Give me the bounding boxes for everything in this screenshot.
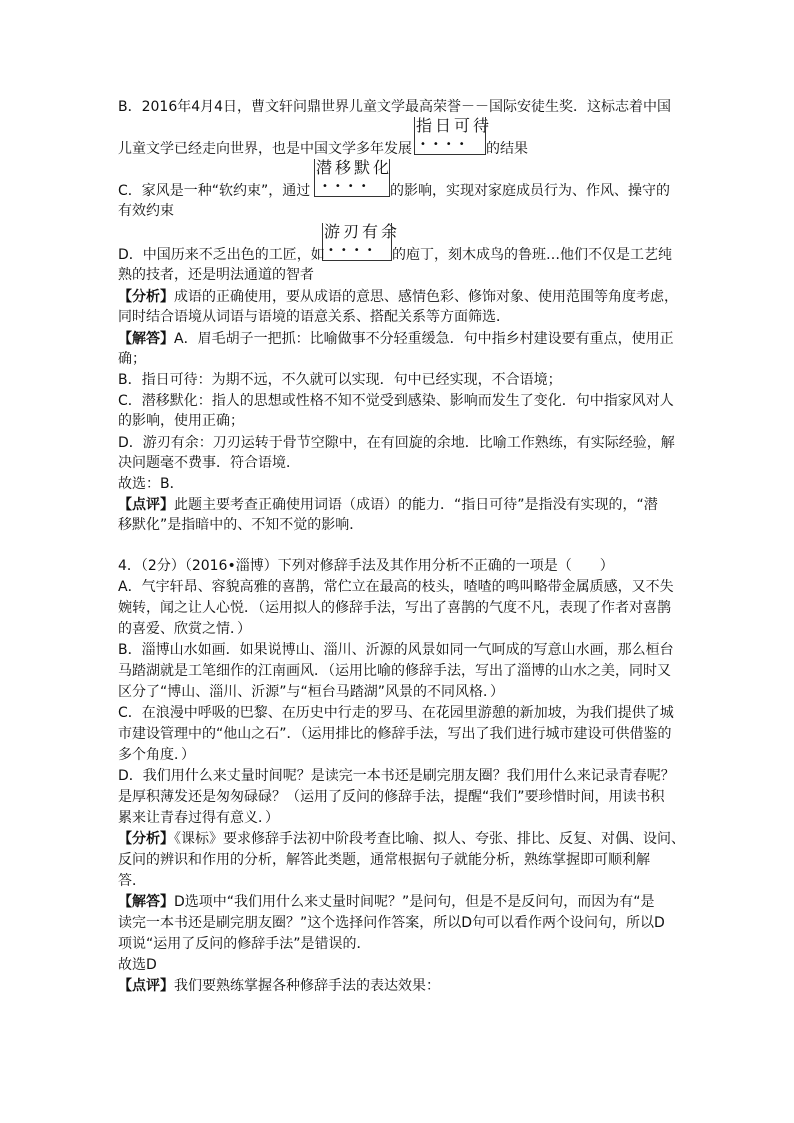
answer-label: 【解答】 (118, 331, 174, 347)
option-b-line-1: B．2016年4月4日，曹文轩问鼎世界儿童文学最高荣誉－－国际安徒生奖．这标志着中国 (118, 99, 672, 115)
choice2-line: 故选D (118, 957, 157, 973)
answer2-label: 【解答】 (118, 894, 174, 910)
answer-d-2: 决问题毫不费事．符合语境． (118, 455, 300, 471)
answer-text-1: A．眉毛胡子一把抓：比喻做事不分轻重缓急．句中指乡村建设要有重点，使用正 (174, 331, 674, 347)
answer2-line-1 (118, 892, 655, 912)
answer2-line-2: 读完一本书还是刷完朋友圈？”这个选择问作答案，所以D句可以看作两个设问句，所以D (118, 915, 665, 931)
q4-option-d-3: 累来让青春过得有意义．） (118, 810, 279, 826)
answer-c-2: 的影响，使用正确； (118, 413, 244, 429)
q4-option-c-2: 市建设管理中的“他山之石”．（运用排比的修辞手法，写出了我们进行城市建设可供借鉴的 (118, 726, 672, 742)
answer-d-1: D．游刃有余：刀刃运转于骨节空隙中，在有回旋的余地．比喻工作熟练，有实际经验，解 (118, 435, 675, 451)
comment-line-2: 移默化”是指暗中的、不知不觉的影响． (118, 517, 364, 533)
analysis-text-1: 成语的正确使用，要从成语的意思、感情色彩、修饰对象、使用范围等角度考虑， (174, 289, 678, 305)
q4-option-d-1: D．我们用什么来丈量时间呢？是读完一本书还是刷完朋友圈？我们用什么来记录青春呢？ (118, 768, 675, 784)
emphasis-dots-c: •••• (322, 181, 374, 192)
analysis2-label: 【分析】 (118, 831, 174, 847)
answer2-line-3: 项说“运用了反问的修辞手法”是错误的． (118, 936, 371, 952)
q4-option-d-2: 是厚积薄发还是匆匆碌碌？（运用了反问的修辞手法，提醒“我们”要珍惜时间，用读书积 (118, 789, 665, 805)
q4-option-a-3: 的喜爱、欣赏之情．） (118, 621, 251, 637)
q4-option-b-3: 区分了“博山、淄川、沂源”与“桓台马踏湖”风景的不同风格．） (118, 684, 505, 700)
question-4-stem: 4．（2分）（2016•淄博）下列对修辞手法及其作用分析不正确的一项是（ ） (118, 558, 614, 574)
answer-c-1: C．潜移默化：指人的思想或性格不知不觉受到感染、影响而发生了变化．句中指家风对人 (118, 393, 674, 409)
emphasis-dots-d: •••• (328, 245, 380, 256)
idiom-b: 指日可待 (416, 116, 493, 135)
analysis2-text-1: 《课标》要求修辞手法初中阶段考查比喻、拟人、夸张、排比、反复、对偶、设问、 (174, 831, 685, 847)
comment2-line-1 (118, 976, 440, 996)
option-b-line-2-pre: 儿童文学已经走向世界，也是中国文学多年发展 (118, 141, 412, 157)
answer-line-1 (118, 329, 674, 349)
q4-option-a-2: 婉转，闻之让人心悦．（运用拟人的修辞手法，写出了喜鹊的气度不凡，表现了作者对喜鹊 (118, 600, 671, 616)
answer2-text-1: D选项中“我们用什么来丈量时间呢？”是问句，但是不是反问句，而因为有“是 (174, 894, 655, 910)
analysis-label: 【分析】 (118, 289, 174, 305)
comment-label: 【点评】 (118, 497, 174, 513)
answer-b: B．指日可待：为期不远，不久就可以实现．句中已经实现，不合语境； (118, 372, 562, 388)
option-b-line-2-post: 的结果 (486, 141, 528, 157)
analysis2-line-3: 答． (118, 873, 146, 889)
option-c-line-1-pre: C．家风是一种“软约束”，通过 (118, 183, 311, 199)
analysis2-line-2: 反问的辨识和作用的分析，解答此类题，通常根据句子就能分析，熟练掌握即可顺利解 (118, 852, 650, 868)
q4-option-c-1: C．在浪漫中呼吸的巴黎、在历史中行走的罗马、在花园里游憩的新加坡，为我们提供了城 (118, 705, 674, 721)
idiom-d: 游刃有余 (324, 222, 401, 241)
option-d-line-1-post: 的庖丁，刻木成鸟的鲁班…他们不仅是工艺纯 (392, 247, 672, 263)
analysis-line-2: 同时结合语境从词语与语境的语意关系、搭配关系等方面筛选． (118, 309, 510, 325)
comment-text-1: 此题主要考查正确使用词语（成语）的能力．“指日可待”是指没有实现的，“潜 (174, 497, 658, 513)
option-c-line-2: 有效约束 (118, 203, 174, 219)
answer-line-2: 确； (118, 351, 146, 367)
emphasis-dots-b: •••• (420, 139, 472, 150)
idiom-c: 潜移默化 (316, 158, 393, 177)
option-d-line-2: 熟的技者，还是明法通道的智者 (118, 267, 314, 283)
choice-line: 故选：B． (118, 476, 184, 492)
option-c-line-1-post: 的影响，实现对家庭成员行为、作风、操守的 (390, 183, 670, 199)
q4-option-b-2: 马踏湖就是工笔细作的江南画风．（运用比喻的修辞手法，写出了淄博的山水之美，同时又 (118, 663, 671, 679)
option-d-line-1-pre: D．中国历来不乏出色的工匠，如 (118, 247, 325, 263)
q4-option-b-1: B．淄博山水如画．如果说博山、淄川、沂源的风景如同一气呵成的写意山水画，那么桓台 (118, 642, 674, 658)
comment-line-1 (118, 495, 658, 515)
q4-option-c-3: 多个角度．） (118, 747, 195, 763)
analysis2-line-1 (118, 829, 685, 849)
analysis-line-1 (118, 287, 678, 307)
comment2-label: 【点评】 (118, 978, 174, 994)
comment2-text-1: 我们要熟练掌握各种修辞手法的表达效果： (174, 978, 440, 994)
q4-option-a-1: A．气宇轩昂、容貌高雅的喜鹊，常伫立在最高的枝头，喳喳的鸣叫略带金属质感，又不失 (118, 579, 674, 595)
